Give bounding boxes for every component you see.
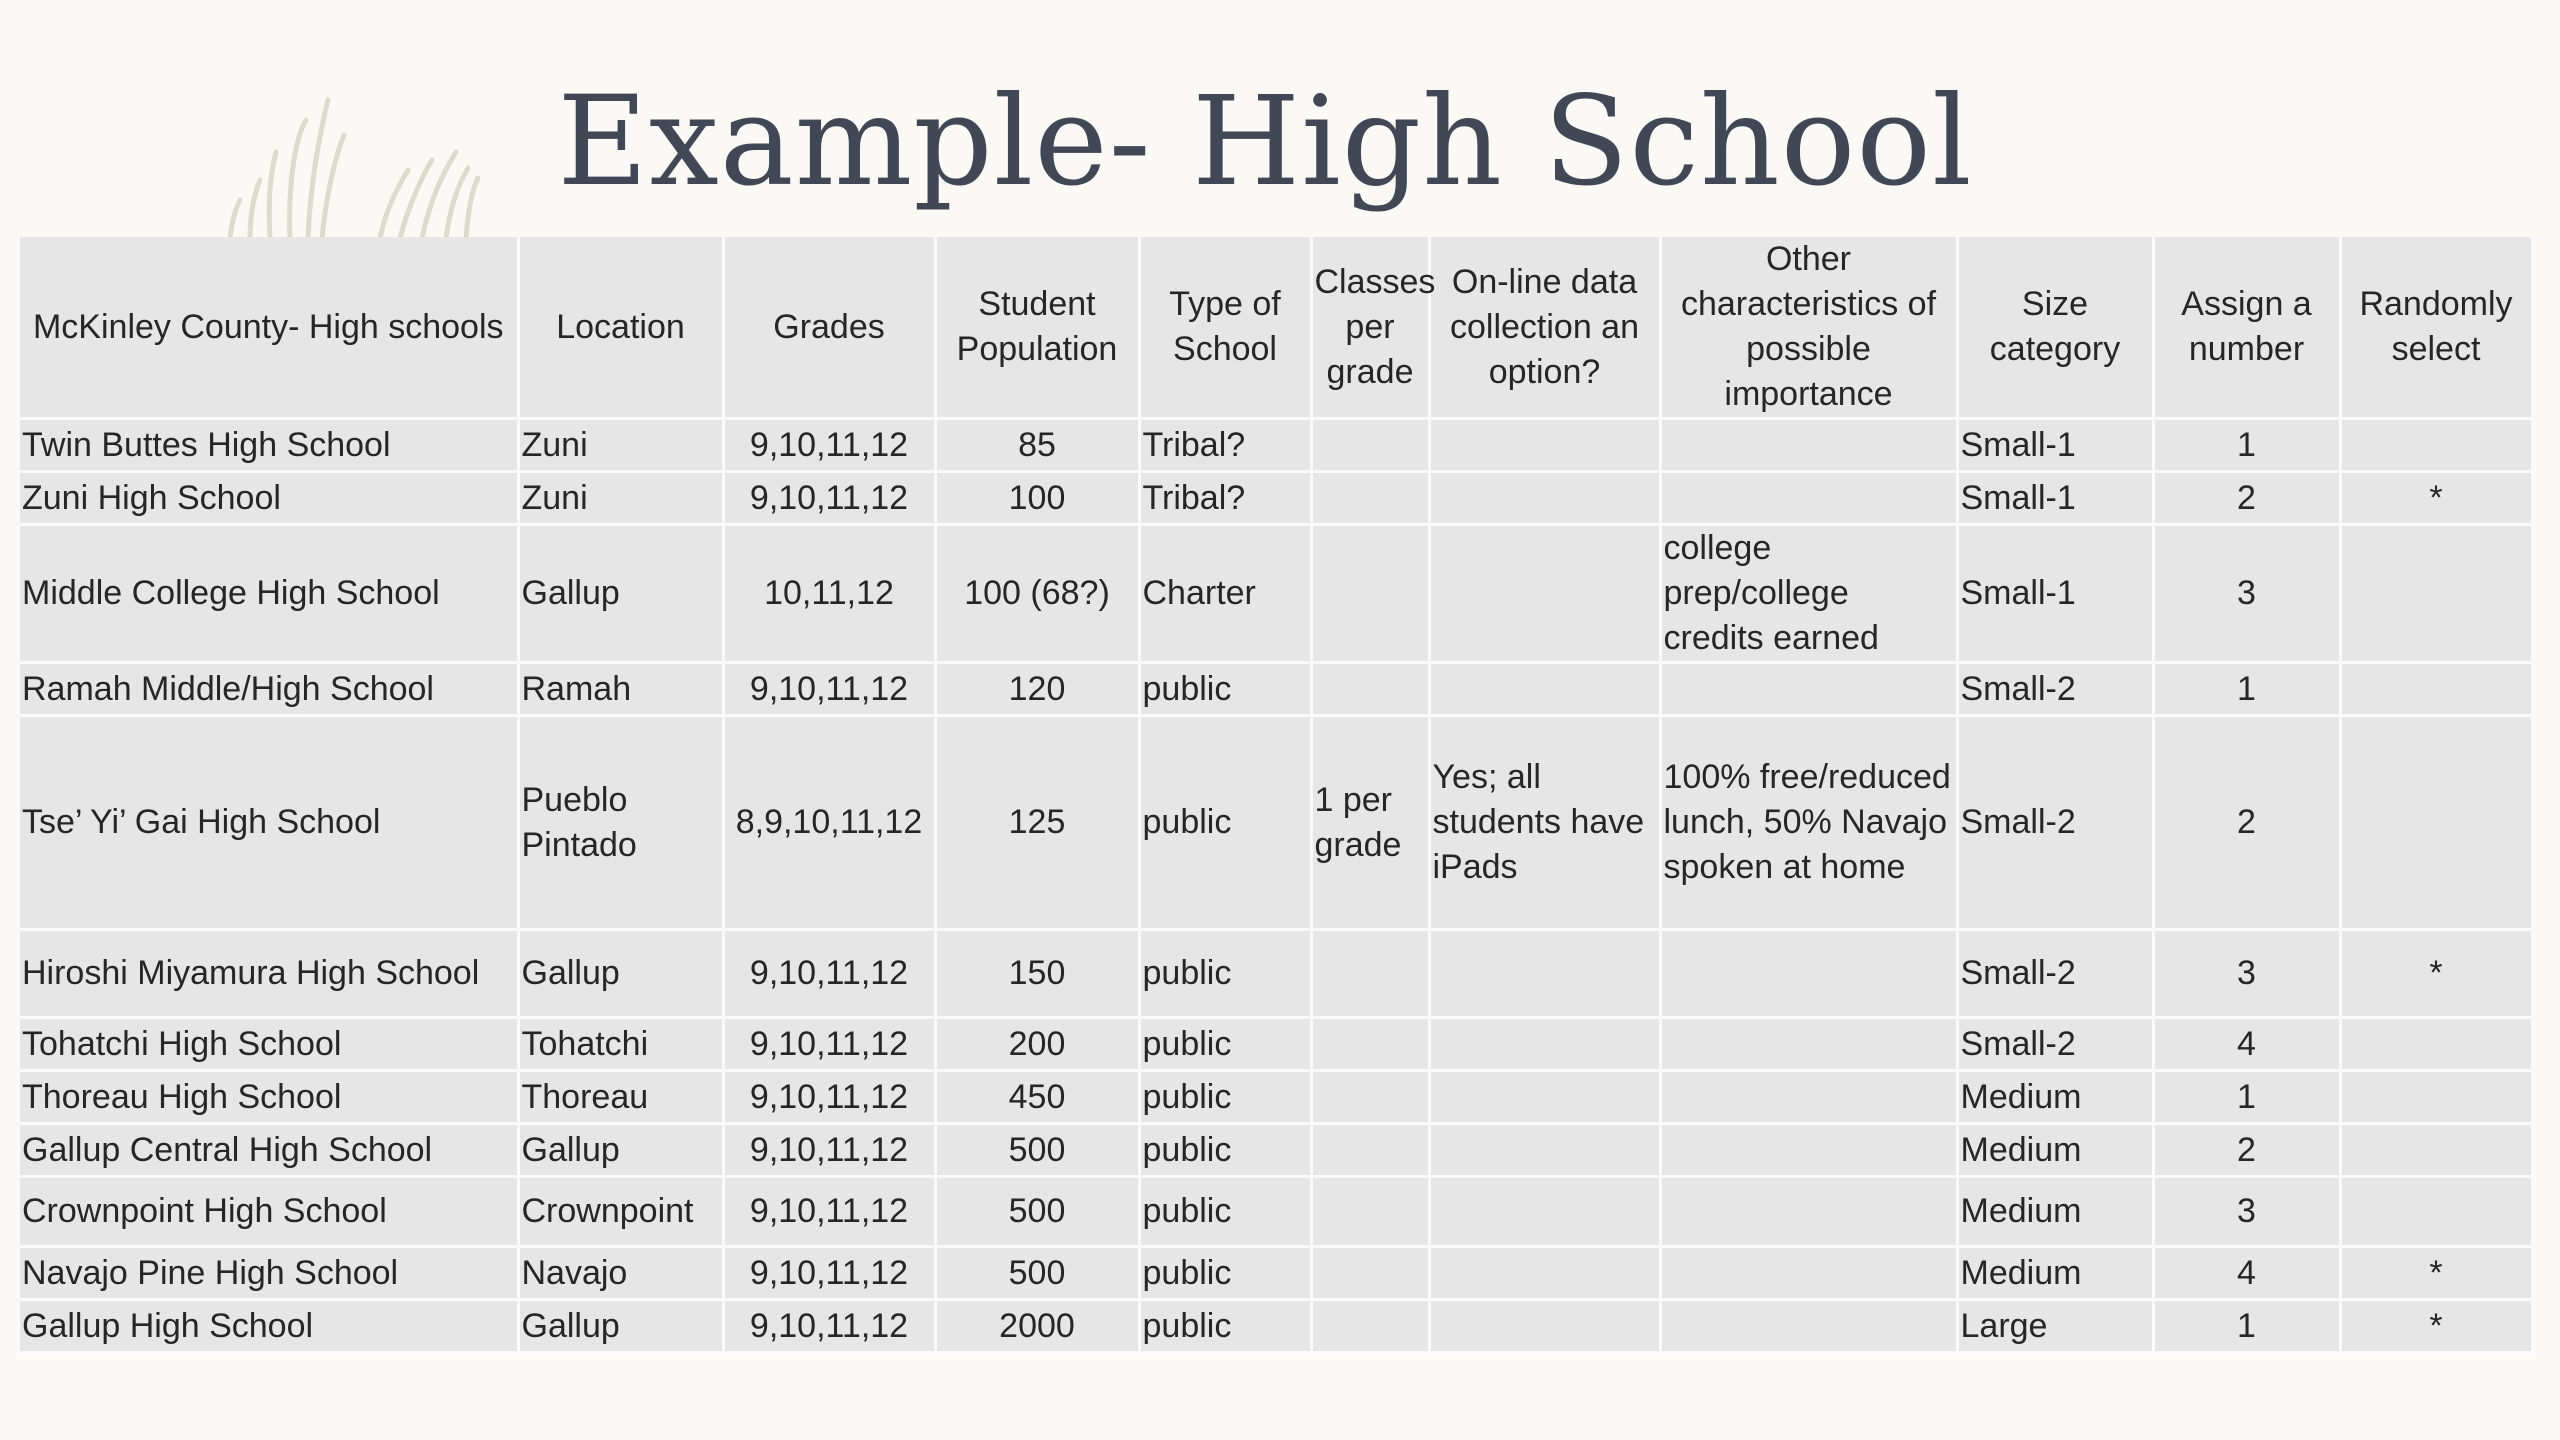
cell-type: public <box>1139 1071 1311 1124</box>
cell-size-category: Small-2 <box>1957 930 2153 1018</box>
cell-grades: 9,10,11,12 <box>723 419 935 472</box>
header-assign-number: Assign a number <box>2153 237 2340 419</box>
header-grades: Grades <box>723 237 935 419</box>
table-row <box>20 1300 2532 1353</box>
header-size-category: Size category <box>1957 237 2153 419</box>
cell-assign-number: 3 <box>2153 930 2340 1018</box>
header-classes-per-grade: Classes per grade <box>1311 237 1429 419</box>
cell-grades: 9,10,11,12 <box>723 663 935 716</box>
cell-online-data <box>1429 1071 1660 1124</box>
cell-assign-number: 4 <box>2153 1018 2340 1071</box>
cell-grades: 9,10,11,12 <box>723 1300 935 1353</box>
cell-other-characteristics <box>1660 1247 1957 1300</box>
cell-population: 125 <box>935 716 1139 930</box>
cell-other-characteristics <box>1660 1300 1957 1353</box>
cell-other-characteristics <box>1660 1177 1957 1247</box>
cell-randomly-select: * <box>2340 930 2532 1018</box>
cell-location: Zuni <box>518 419 723 472</box>
cell-other-characteristics <box>1660 663 1957 716</box>
cell-size-category: Medium <box>1957 1071 2153 1124</box>
cell-location: Gallup <box>518 930 723 1018</box>
cell-online-data <box>1429 930 1660 1018</box>
cell-online-data <box>1429 1018 1660 1071</box>
cell-population: 500 <box>935 1247 1139 1300</box>
cell-classes-per-grade <box>1311 1177 1429 1247</box>
cell-randomly-select: * <box>2340 1300 2532 1353</box>
cell-online-data <box>1429 1247 1660 1300</box>
cell-size-category: Medium <box>1957 1247 2153 1300</box>
header-other-characteristics: Other characteristics of possible importance <box>1660 237 1957 419</box>
cell-classes-per-grade <box>1311 663 1429 716</box>
cell-other-characteristics <box>1660 930 1957 1018</box>
cell-type: public <box>1139 1300 1311 1353</box>
cell-type: Charter <box>1139 525 1311 663</box>
cell-population: 200 <box>935 1018 1139 1071</box>
table-row <box>20 1018 2532 1071</box>
cell-type: public <box>1139 716 1311 930</box>
cell-school: Ramah Middle/High School <box>20 663 518 716</box>
cell-type: Tribal? <box>1139 419 1311 472</box>
cell-location: Gallup <box>518 1300 723 1353</box>
cell-classes-per-grade <box>1311 1300 1429 1353</box>
table-row <box>20 1071 2532 1124</box>
header-type-of-school: Type of School <box>1139 237 1311 419</box>
schools-table <box>20 237 2534 1354</box>
cell-school: Hiroshi Miyamura High School <box>20 930 518 1018</box>
cell-assign-number: 2 <box>2153 472 2340 525</box>
cell-randomly-select: * <box>2340 472 2532 525</box>
cell-school: Crownpoint High School <box>20 1177 518 1247</box>
table-row <box>20 472 2532 525</box>
table-row <box>20 930 2532 1018</box>
cell-population: 100 (68?) <box>935 525 1139 663</box>
cell-size-category: Small-2 <box>1957 663 2153 716</box>
header-student-population: Student Population <box>935 237 1139 419</box>
cell-classes-per-grade <box>1311 1018 1429 1071</box>
slide-title: Example- High School <box>557 70 1973 214</box>
cell-type: public <box>1139 1124 1311 1177</box>
cell-size-category: Small-1 <box>1957 525 2153 663</box>
cell-online-data <box>1429 419 1660 472</box>
cell-size-category: Small-1 <box>1957 472 2153 525</box>
cell-online-data <box>1429 472 1660 525</box>
cell-other-characteristics <box>1660 472 1957 525</box>
cell-online-data <box>1429 1300 1660 1353</box>
header-location: Location <box>518 237 723 419</box>
cell-other-characteristics: 100% free/reduced lunch, 50% Navajo spoken at home <box>1660 716 1957 930</box>
table-row <box>20 419 2532 472</box>
cell-grades: 8,9,10,11,12 <box>723 716 935 930</box>
cell-type: public <box>1139 1177 1311 1247</box>
cell-classes-per-grade <box>1311 930 1429 1018</box>
cell-assign-number: 4 <box>2153 1247 2340 1300</box>
cell-grades: 9,10,11,12 <box>723 1071 935 1124</box>
header-school: McKinley County- High schools <box>20 237 518 419</box>
cell-randomly-select <box>2340 419 2532 472</box>
cell-population: 2000 <box>935 1300 1139 1353</box>
cell-location: Ramah <box>518 663 723 716</box>
cell-location: Crownpoint <box>518 1177 723 1247</box>
cell-randomly-select <box>2340 716 2532 930</box>
cell-school: Thoreau High School <box>20 1071 518 1124</box>
cell-school: Twin Buttes High School <box>20 419 518 472</box>
cell-school: Tohatchi High School <box>20 1018 518 1071</box>
table-row <box>20 716 2532 930</box>
cell-population: 85 <box>935 419 1139 472</box>
cell-classes-per-grade <box>1311 1247 1429 1300</box>
cell-grades: 9,10,11,12 <box>723 472 935 525</box>
cell-type: public <box>1139 1018 1311 1071</box>
cell-assign-number: 2 <box>2153 1124 2340 1177</box>
cell-online-data <box>1429 663 1660 716</box>
cell-classes-per-grade <box>1311 1124 1429 1177</box>
cell-classes-per-grade <box>1311 472 1429 525</box>
table-row <box>20 1124 2532 1177</box>
cell-school: Tse’ Yi’ Gai High School <box>20 716 518 930</box>
cell-grades: 9,10,11,12 <box>723 1124 935 1177</box>
cell-assign-number: 1 <box>2153 1071 2340 1124</box>
cell-location: Gallup <box>518 525 723 663</box>
cell-online-data <box>1429 525 1660 663</box>
cell-randomly-select <box>2340 1071 2532 1124</box>
cell-population: 100 <box>935 472 1139 525</box>
cell-assign-number: 3 <box>2153 1177 2340 1247</box>
cell-online-data: Yes; all students have iPads <box>1429 716 1660 930</box>
cell-size-category: Medium <box>1957 1177 2153 1247</box>
table-row <box>20 525 2532 663</box>
cell-classes-per-grade <box>1311 1071 1429 1124</box>
cell-school: Zuni High School <box>20 472 518 525</box>
cell-type: public <box>1139 930 1311 1018</box>
cell-classes-per-grade <box>1311 419 1429 472</box>
cell-school: Middle College High School <box>20 525 518 663</box>
table-row <box>20 1247 2532 1300</box>
header-randomly-select: Randomly select <box>2340 237 2532 419</box>
cell-other-characteristics: college prep/college credits earned <box>1660 525 1957 663</box>
cell-assign-number: 2 <box>2153 716 2340 930</box>
cell-randomly-select <box>2340 1124 2532 1177</box>
cell-population: 500 <box>935 1124 1139 1177</box>
cell-grades: 10,11,12 <box>723 525 935 663</box>
table-row <box>20 663 2532 716</box>
cell-other-characteristics <box>1660 1071 1957 1124</box>
cell-grades: 9,10,11,12 <box>723 1177 935 1247</box>
cell-randomly-select <box>2340 525 2532 663</box>
header-online-data-collection: On-line data collection an option? <box>1429 237 1660 419</box>
cell-grades: 9,10,11,12 <box>723 930 935 1018</box>
table-row <box>20 1177 2532 1247</box>
cell-school: Navajo Pine High School <box>20 1247 518 1300</box>
cell-size-category: Large <box>1957 1300 2153 1353</box>
cell-type: Tribal? <box>1139 472 1311 525</box>
cell-location: Thoreau <box>518 1071 723 1124</box>
cell-grades: 9,10,11,12 <box>723 1247 935 1300</box>
cell-other-characteristics <box>1660 419 1957 472</box>
cell-type: public <box>1139 1247 1311 1300</box>
cell-size-category: Small-2 <box>1957 716 2153 930</box>
cell-population: 450 <box>935 1071 1139 1124</box>
cell-location: Tohatchi <box>518 1018 723 1071</box>
cell-assign-number: 3 <box>2153 525 2340 663</box>
cell-size-category: Small-2 <box>1957 1018 2153 1071</box>
cell-school: Gallup Central High School <box>20 1124 518 1177</box>
cell-location: Navajo <box>518 1247 723 1300</box>
cell-size-category: Small-1 <box>1957 419 2153 472</box>
cell-grades: 9,10,11,12 <box>723 1018 935 1071</box>
cell-randomly-select: * <box>2340 1247 2532 1300</box>
cell-randomly-select <box>2340 1018 2532 1071</box>
cell-population: 500 <box>935 1177 1139 1247</box>
cell-online-data <box>1429 1124 1660 1177</box>
cell-population: 120 <box>935 663 1139 716</box>
table-header-row <box>20 237 2532 419</box>
cell-location: Zuni <box>518 472 723 525</box>
cell-assign-number: 1 <box>2153 663 2340 716</box>
cell-randomly-select <box>2340 663 2532 716</box>
cell-classes-per-grade <box>1311 525 1429 663</box>
cell-online-data <box>1429 1177 1660 1247</box>
cell-location: Pueblo Pintado <box>518 716 723 930</box>
cell-classes-per-grade: 1 per grade <box>1311 716 1429 930</box>
cell-type: public <box>1139 663 1311 716</box>
cell-size-category: Medium <box>1957 1124 2153 1177</box>
cell-location: Gallup <box>518 1124 723 1177</box>
cell-population: 150 <box>935 930 1139 1018</box>
cell-assign-number: 1 <box>2153 419 2340 472</box>
cell-randomly-select <box>2340 1177 2532 1247</box>
cell-other-characteristics <box>1660 1124 1957 1177</box>
cell-other-characteristics <box>1660 1018 1957 1071</box>
cell-school: Gallup High School <box>20 1300 518 1353</box>
cell-assign-number: 1 <box>2153 1300 2340 1353</box>
